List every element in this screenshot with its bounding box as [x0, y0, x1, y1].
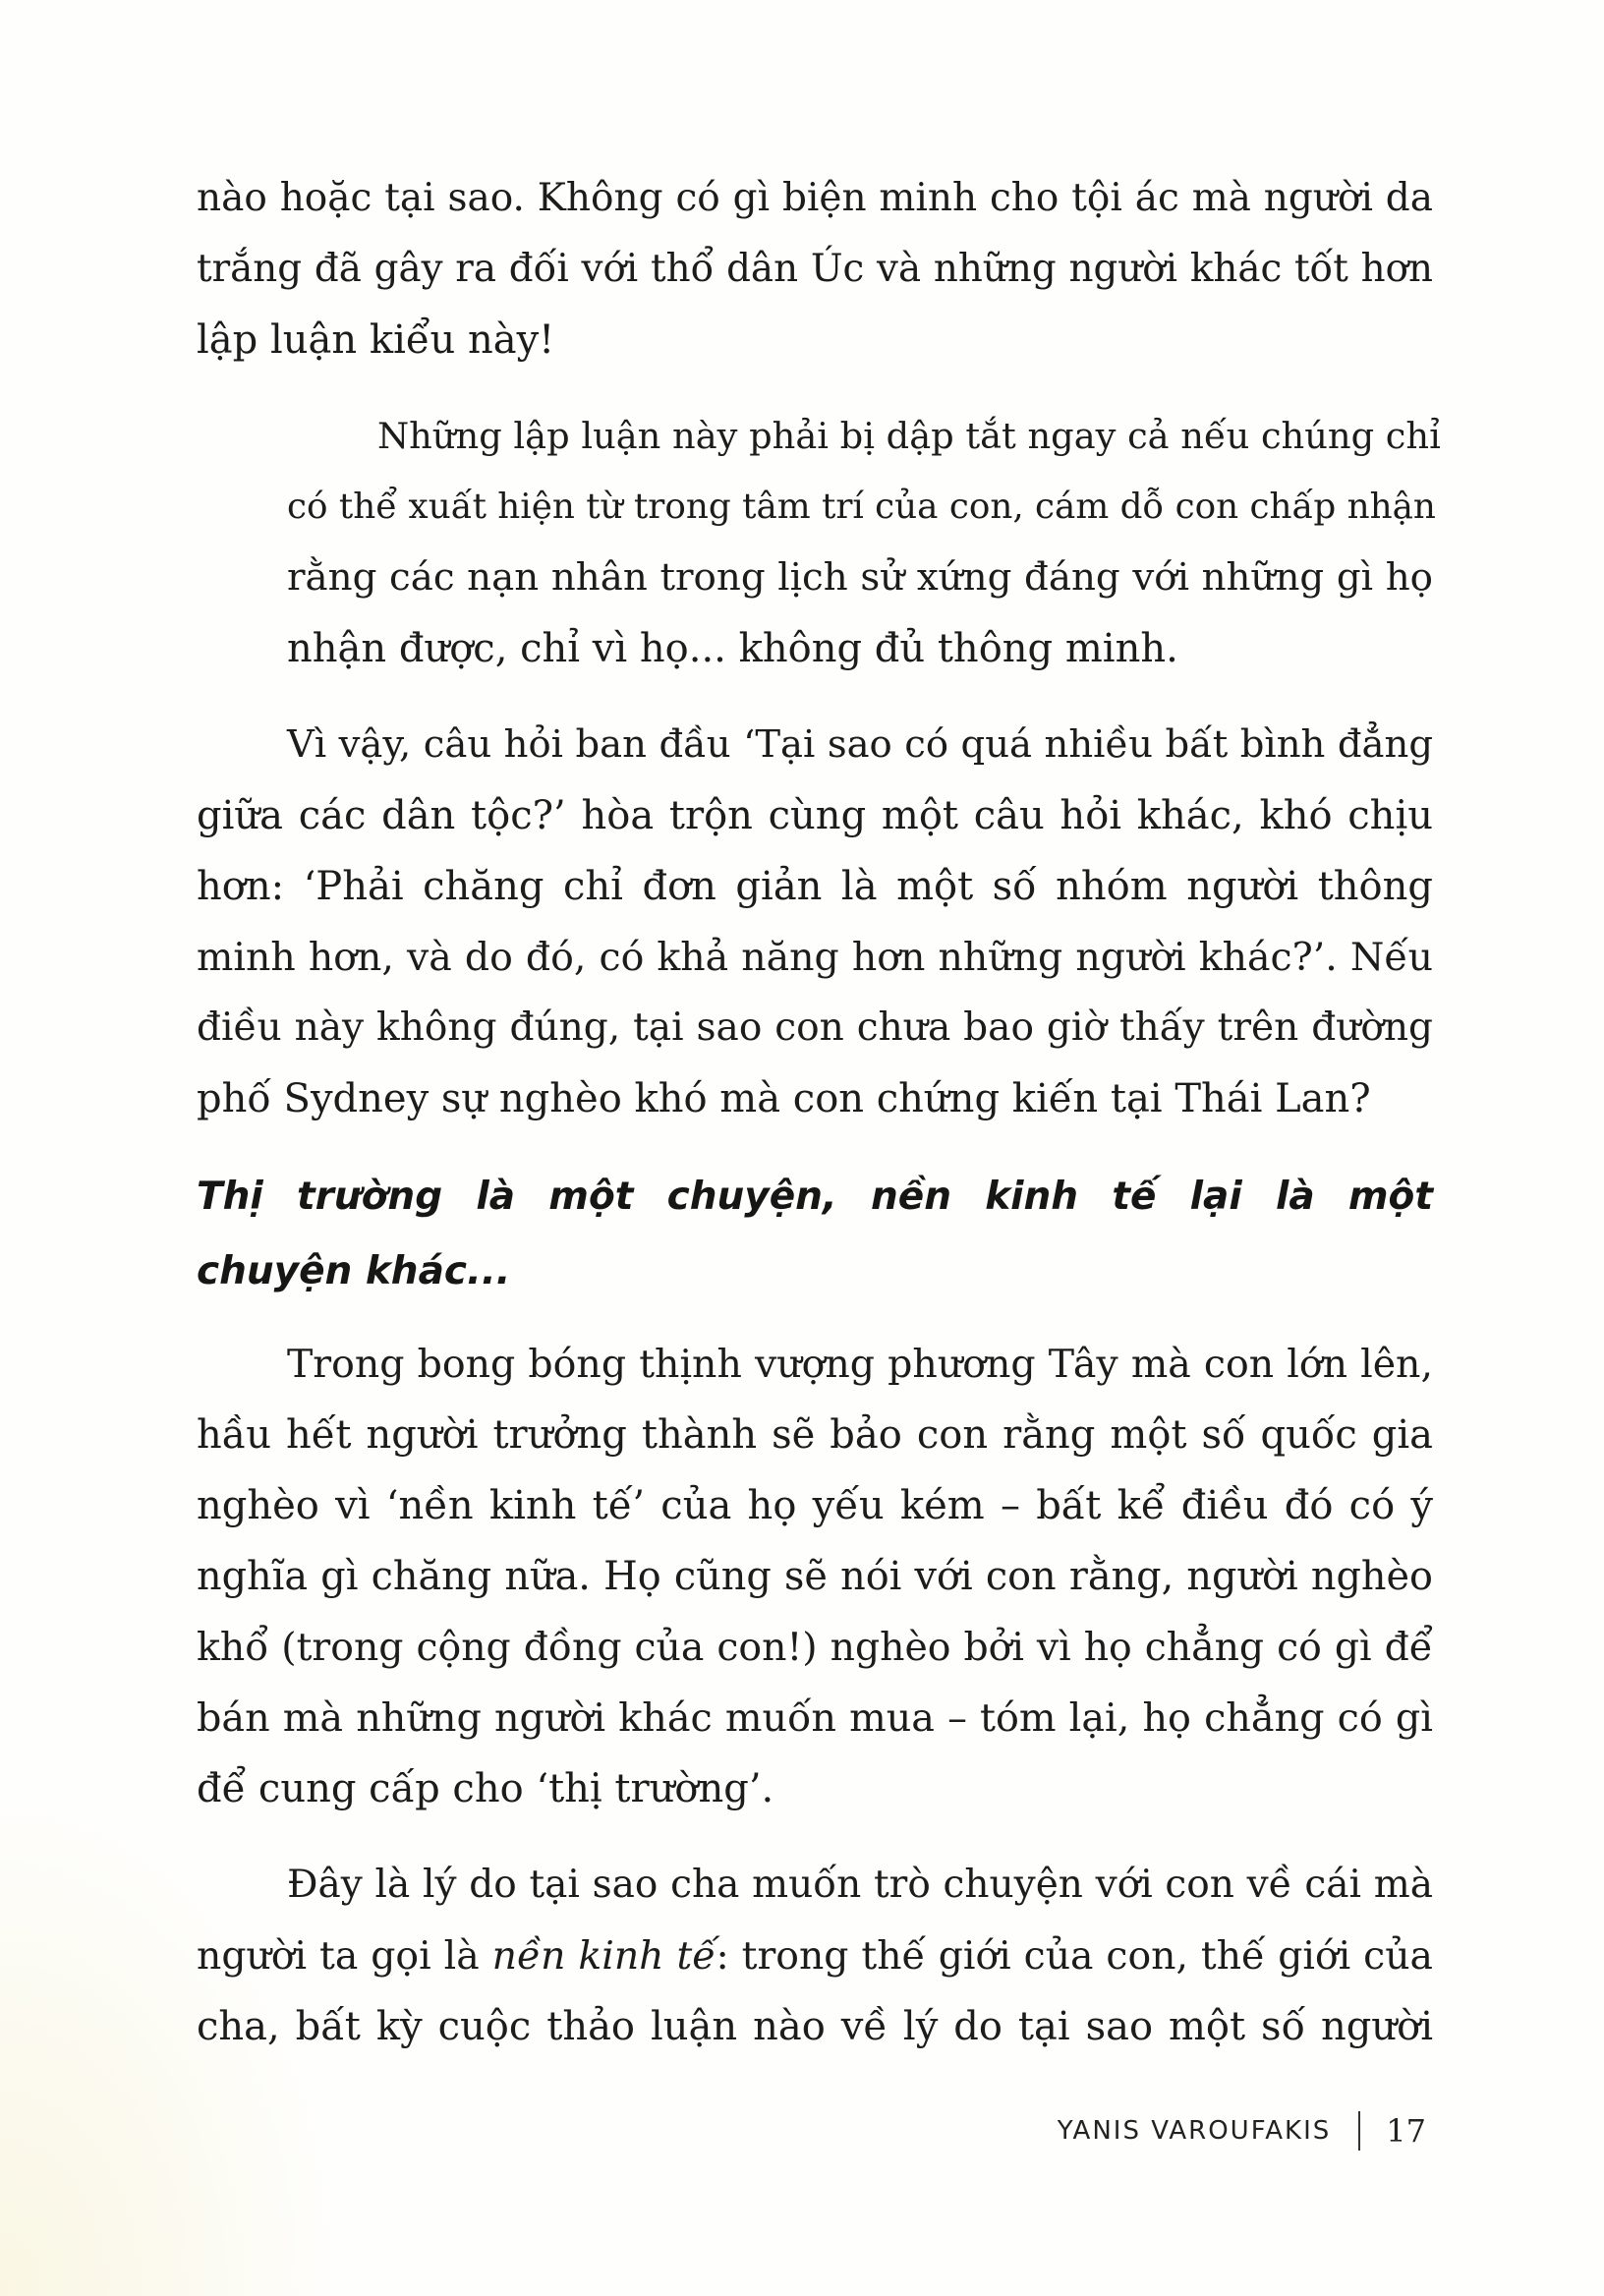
italic-term: nền kinh tế [491, 1933, 716, 1979]
text-line: phố Sydney sự nghèo khó mà con chứng kiến tại Thái Lan? [197, 1076, 1371, 1121]
text-line: điều này không đúng, tại sao con chưa bao giờ thấy trên đường [197, 1005, 1433, 1050]
text-line: khổ (trong cộng đồng của con!) nghèo bởi vì họ chẳng có gì để [197, 1625, 1433, 1670]
text-line: nhận được, chỉ vì họ... không đủ thông minh. [287, 626, 1178, 671]
page-body [197, 163, 1441, 2088]
text-line: bán mà những người khác muốn mua – tóm lại, họ chẳng có gì [197, 1695, 1433, 1741]
page-number: 17 [1386, 2112, 1426, 2150]
text-line: Đây là lý do tại sao cha muốn trò chuyện với con về cái mà [287, 1863, 1433, 1907]
text-line: trắng đã gây ra đối với thổ dân Úc và những người khác tốt hơn [197, 247, 1433, 291]
text-line: có thể xuất hiện từ trong tâm trí của con, cám dỗ con chấp nhận [287, 487, 1436, 527]
text-line: Trong bong bóng thịnh vượng phương Tây mà con lớn lên, [287, 1342, 1433, 1387]
text-line: giữa các dân tộc?’ hòa trộn cùng một câu hỏi khác, khó chịu [197, 793, 1433, 838]
paragraph-3 [197, 710, 1433, 1134]
paragraph-4 [197, 1329, 1433, 1824]
text-line: minh hơn, và do đó, có khả năng hơn những người khác?’. Nếu [197, 935, 1433, 980]
section-heading [197, 1160, 1433, 1309]
heading-line: Thị trường là một chuyện, nền kinh tế lại là một [197, 1175, 1433, 1219]
text-line: rằng các nạn nhân trong lịch sử xứng đáng với những gì họ [287, 555, 1433, 600]
text-line: hầu hết người trưởng thành sẽ bảo con rằng một số quốc gia [197, 1412, 1433, 1458]
paragraph-2 [197, 401, 1441, 684]
text-line: người ta gọi là nền kinh tế: trong thế giới của con, thế giới của [197, 1933, 1433, 1979]
text-line: hơn: ‘Phải chăng chỉ đơn giản là một số nhóm người thông [197, 864, 1433, 909]
text-line: lập luận kiểu này! [197, 317, 555, 363]
paragraph-5 [197, 1850, 1433, 2062]
page-footer [1058, 2110, 1426, 2152]
paragraph-1 [197, 163, 1433, 375]
text-line: nghĩa gì chăng nữa. Họ cũng sẽ nói với con rằng, người nghèo [197, 1554, 1433, 1599]
heading-line: chuyện khác... [197, 1249, 511, 1293]
text-line: Vì vậy, câu hỏi ban đầu ‘Tại sao có quá nhiều bất bình đẳng [287, 722, 1433, 767]
text-line: nào hoặc tại sao. Không có gì biện minh cho tội ác mà người da [197, 176, 1433, 220]
text-line: nghèo vì ‘nền kinh tế’ của họ yếu kém – bất kể điều đó có ý [197, 1483, 1433, 1528]
text-line: Những lập luận này phải bị dập tắt ngay cả nếu chúng chỉ [377, 415, 1441, 457]
text-line: cha, bất kỳ cuộc thảo luận nào về lý do tại sao một số người [197, 2004, 1433, 2049]
footer-divider [1358, 2111, 1360, 2151]
running-footer-author: YANIS VAROUFAKIS [1057, 2116, 1332, 2146]
text-line: để cung cấp cho ‘thị trường’. [197, 1766, 774, 1811]
